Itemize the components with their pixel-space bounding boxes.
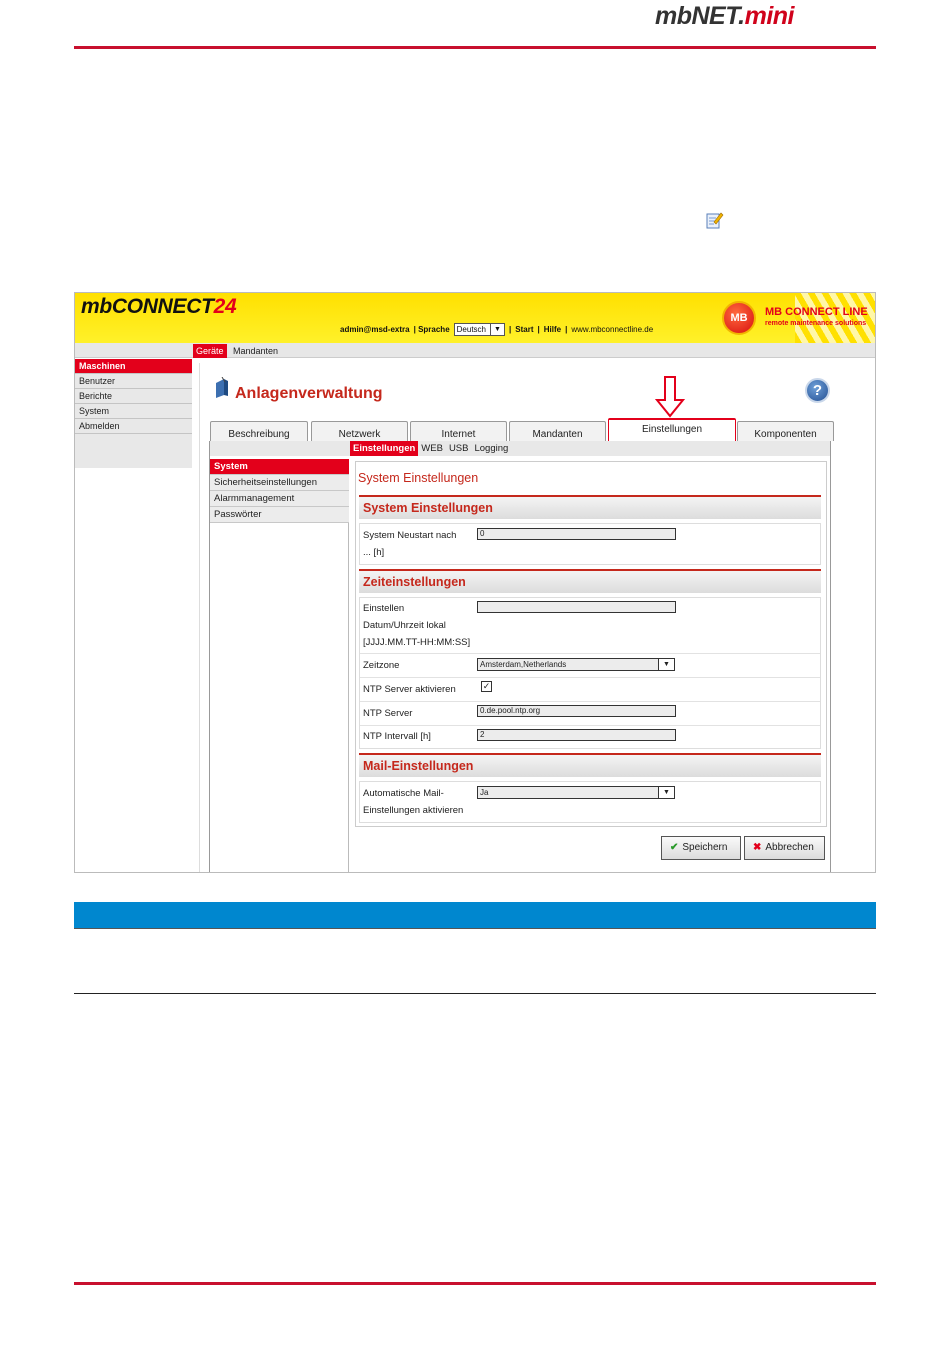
tab-beschreibung[interactable]: Beschreibung [210, 421, 308, 441]
sub-tabs [350, 441, 511, 456]
left-menu [75, 359, 192, 468]
mb-logo-icon: MB [722, 301, 756, 335]
company-name: MB CONNECT LINE remote maintenance solutions [765, 306, 868, 327]
header-rule [74, 46, 876, 49]
section-system: System Einstellungen [359, 495, 821, 519]
separator: | [509, 325, 512, 334]
sub-tab-bar [210, 441, 830, 456]
close-icon: ✖ [753, 842, 762, 853]
side-item-sicherheit[interactable]: Sicherheitseinstellungen [210, 475, 349, 491]
menu-item-maschinen[interactable]: Maschinen [75, 359, 192, 374]
tab-internet[interactable]: Internet [410, 421, 507, 441]
neustart-input[interactable]: 0 [477, 528, 676, 540]
menu-item-abmelden[interactable]: Abmelden [75, 419, 192, 434]
ntp-aktiv-label: NTP Server aktivieren [363, 684, 456, 695]
language-label: | Sprache [413, 325, 450, 334]
ui-screenshot [74, 292, 876, 873]
zeitzone-label: Zeitzone [363, 660, 400, 671]
datum-input[interactable] [477, 601, 676, 613]
side-item-alarm[interactable]: Alarmmanagement [210, 491, 349, 507]
menu-item-benutzer[interactable]: Benutzer [75, 374, 192, 389]
menu-item-berichte[interactable]: Berichte [75, 389, 192, 404]
zeitzone-select[interactable]: Amsterdam,Netherlands ▼ [477, 658, 675, 671]
help-icon[interactable]: ? [805, 378, 830, 403]
cancel-button[interactable]: ✖ Abbrechen [744, 836, 825, 860]
row-divider [360, 701, 820, 702]
device-icon [213, 377, 231, 399]
datum-label: Einstellen Datum/Uhrzeit lokal [JJJJ.MM.TT-HH:MM:SS] [363, 603, 471, 648]
help-link[interactable]: Hilfe [543, 325, 562, 334]
ntp-intervall-input[interactable]: 2 [477, 729, 676, 741]
language-select[interactable]: Deutsch ▼ [454, 323, 505, 336]
arrow-down-icon [655, 376, 685, 418]
tab-netzwerk[interactable]: Netzwerk [311, 421, 408, 441]
table-rule [74, 993, 876, 994]
table-header [74, 902, 876, 929]
start-link[interactable]: Start [515, 325, 534, 334]
ntp-server-input[interactable]: 0.de.pool.ntp.org [477, 705, 676, 717]
ntp-server-label: NTP Server [363, 708, 413, 719]
menu-item-system[interactable]: System [75, 404, 192, 419]
mail-label: Automatische Mail- Einstellungen aktivieren [363, 788, 464, 816]
nav-tab-geraete[interactable]: Geräte [193, 344, 227, 358]
user-name: admin@msd-extra [340, 325, 410, 334]
page-title: Anlagenverwaltung [235, 385, 383, 402]
side-item-system[interactable]: System [210, 459, 349, 475]
tab-einstellungen[interactable]: Einstellungen [608, 418, 736, 441]
form-title: System Einstellungen [358, 471, 479, 485]
website-link[interactable]: www.mbconnectline.de [571, 325, 654, 334]
section-mail: Mail-Einstellungen [359, 753, 821, 777]
subtab-usb[interactable]: USB [448, 443, 469, 454]
separator: | [537, 325, 540, 334]
separator: | [565, 325, 568, 334]
edit-icon [704, 210, 724, 230]
subtab-einstellungen[interactable]: Einstellungen [350, 441, 418, 456]
side-menu [210, 459, 349, 872]
subtab-web[interactable]: WEB [421, 443, 443, 454]
chevron-down-icon: ▼ [490, 324, 504, 335]
row-divider [360, 677, 820, 678]
footer-rule [74, 1282, 876, 1285]
chevron-down-icon: ▼ [658, 659, 674, 670]
mail-select[interactable]: Ja ▼ [477, 786, 675, 799]
chevron-down-icon: ▼ [658, 787, 674, 798]
table-rule [74, 928, 876, 929]
subtab-logging[interactable]: Logging [474, 443, 509, 454]
app-logo: mbCONNECT24 [81, 295, 237, 318]
section-zeit: Zeiteinstellungen [359, 569, 821, 593]
save-button[interactable]: ✔ Speichern [661, 836, 741, 860]
tab-mandanten[interactable]: Mandanten [509, 421, 606, 441]
ntp-intervall-label: NTP Intervall [h] [363, 731, 431, 742]
user-bar [340, 323, 653, 336]
ntp-aktiv-checkbox[interactable]: ✓ [482, 681, 491, 691]
tab-komponenten[interactable]: Komponenten [737, 421, 834, 441]
side-item-passwoerter[interactable]: Passwörter [210, 507, 349, 523]
nav-tab-mandanten[interactable]: Mandanten [233, 346, 279, 356]
row-divider [360, 725, 820, 726]
neustart-label: System Neustart nach ... [h] [363, 530, 457, 558]
row-divider [360, 653, 820, 654]
check-icon: ✔ [670, 842, 679, 853]
document-brand-logo: mbNET.mini [655, 2, 794, 30]
